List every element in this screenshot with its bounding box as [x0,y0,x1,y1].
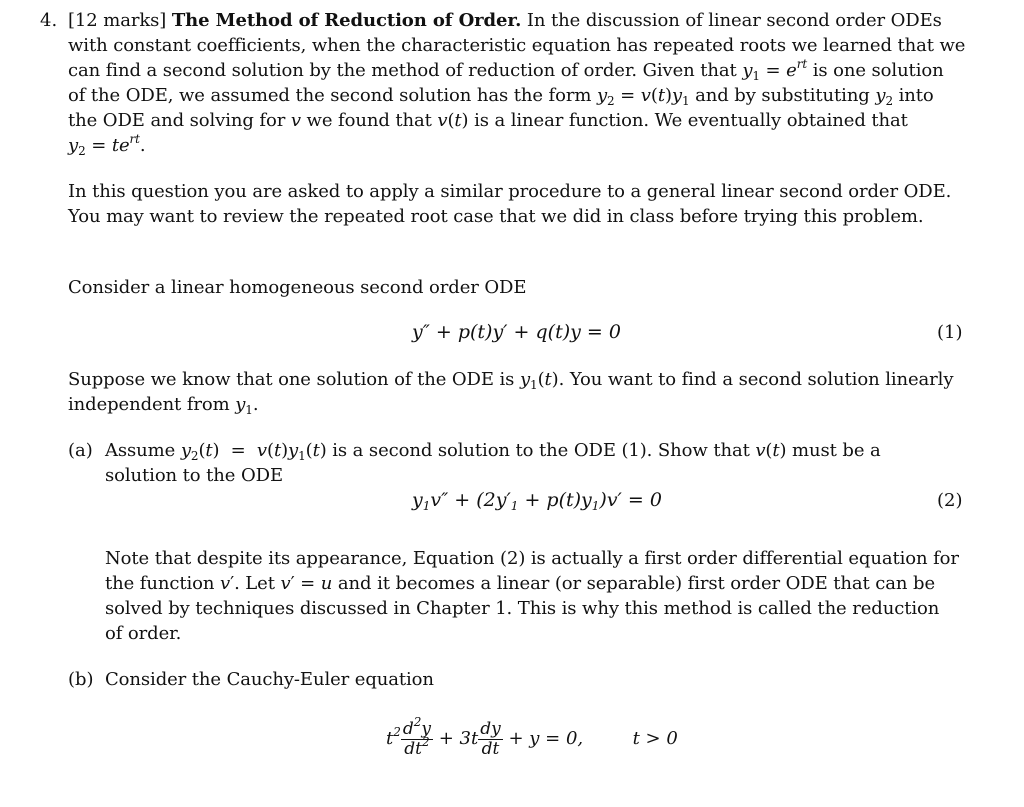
question-title: The Method of Reduction of Order. [171,10,522,31]
intro-line-2: with constant coefficients, when the characteristic equation has repeated roots we learned that we [68,35,966,56]
question-marks: [12 marks] [68,10,167,31]
equation-1: y″ + p(t)y′ + q(t)y = 0 [412,321,621,343]
note-line-1: Note that despite its appearance, Equation (2) is actually a first order differential equation for [105,548,959,569]
part-b-line-1: Consider the Cauchy-Euler equation [105,669,434,690]
suppose-line-1: Suppose we know that one solution of the ODE is $y_1(t)$. You want to find a second solution linearly [68,369,954,392]
intro-line-4: of the ODE, we assumed the second solution has the form $y_2 = v(t)y_1$ and by substituting $y_2$ into [68,85,934,108]
consider-line: Consider a linear homogeneous second order ODE [68,277,527,298]
intro-line-1: [12 marks] The Method of Reduction of Order. In the discussion of linear second order ODEs [68,10,942,31]
suppose-line-2: independent from $y_1$. [68,394,259,417]
part-a-line-1: Assume $y_2(t) = v(t)y_1(t)$ is a second solution to the ODE (1). Show that v(t) must be a [105,440,881,463]
note-line-4: of order. [105,623,182,644]
para2-line-2: You may want to review the repeated root case that we did in class before trying this problem. [68,206,924,227]
equation-2-number: (2) [937,490,963,511]
part-a-label: (a) [68,440,93,461]
note-line-3: solved by techniques discussed in Chapter 1. This is why this method is called the reduction [105,598,940,619]
intro-line-3: can find a second solution by the method of reduction of order. Given that $y_1 = e^{rt}$ is one solution [68,57,944,83]
note-line-2: the function v′. Let v′ = u and it becomes a linear (or separable) first order ODE that can be [105,573,935,594]
para2-line-1: In this question you are asked to apply a similar procedure to a general linear second order ODE. [68,181,952,202]
intro-line-5: the ODE and solving for v we found that v(t) is a linear function. We eventually obtained that [68,110,908,131]
cauchy-euler-equation: $t^2$ $\frac{d^2y}{dt^2}$ + 3t $\frac{dy}{dt}$ + y = 0, t > 0 [386,714,678,759]
equation-2: $y_1v'' + (2y'_1 + p(t)y_1)v' = 0$ [412,489,662,513]
question-number: 4. [40,10,58,31]
equation-1-number: (1) [937,322,963,343]
intro-line-6: $y_2 = te^{rt}$. [68,132,146,158]
part-a-line-2: solution to the ODE [105,465,283,486]
part-b-label: (b) [68,669,94,690]
